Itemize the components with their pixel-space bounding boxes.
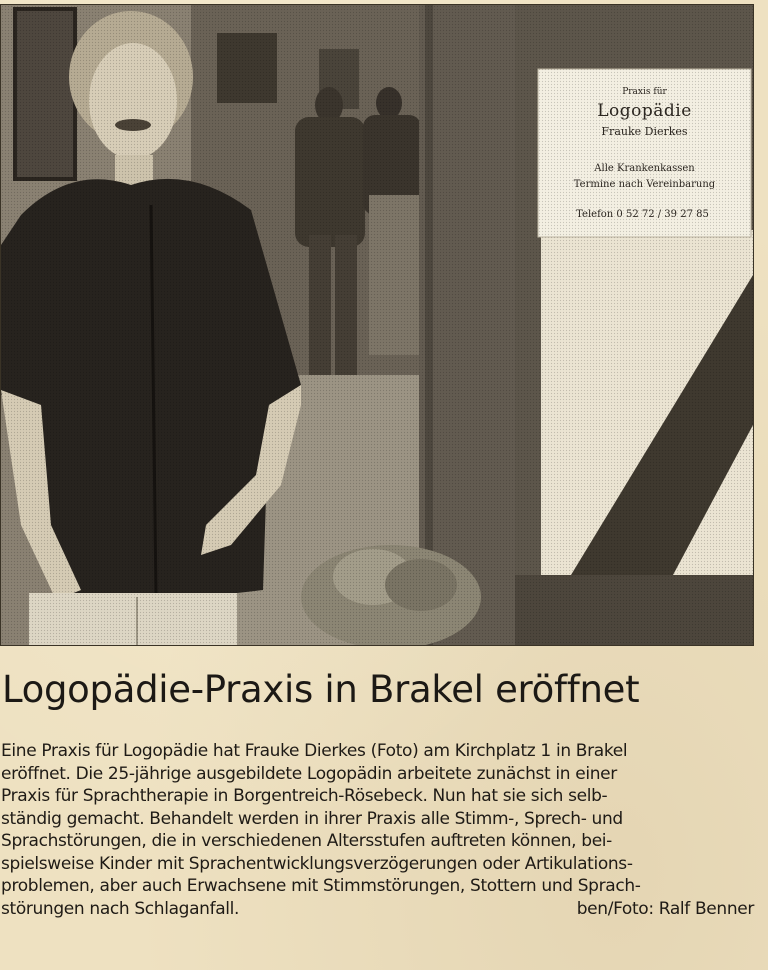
body-line: problemen, aber auch Erwachsene mit Stimmstörungen, Stottern und Sprach-	[1, 876, 641, 896]
body-last-line	[1, 898, 754, 921]
body-line-final: störungen nach Schlaganfall.	[1, 898, 240, 919]
sign-line-krankenkassen: Alle Krankenkassen	[594, 163, 695, 174]
article-body	[1, 740, 754, 920]
sign-line-logopaedie: Logopädie	[597, 101, 692, 121]
sign-line-telefon: Telefon 0 52 72 / 39 27 85	[576, 209, 709, 220]
sign-line-praxis-fuer: Praxis für	[622, 87, 667, 97]
photo-credit: ben/Foto: Ralf Benner	[576, 898, 754, 919]
body-line: Sprachstörungen, die in verschiedenen Altersstufen auftreten können, bei-	[1, 831, 612, 851]
body-line: spielsweise Kinder mit Sprachentwicklungsverzögerungen oder Artikulations-	[1, 853, 633, 874]
body-line: eröffnet. Die 25-jährige ausgebildete Logopädin arbeitete zunächst in einer	[1, 763, 617, 784]
body-line: Eine Praxis für Logopädie hat Frauke Dierkes (Foto) am Kirchplatz 1 in Brakel	[1, 741, 628, 761]
article-headline: Logopädie-Praxis in Brakel eröffnet	[2, 668, 640, 711]
sign-line-termine: Termine nach Vereinbarung	[573, 179, 716, 190]
body-line: Praxis für Sprachtherapie in Borgentreich-Rösebeck. Nun hat sie sich selb-	[1, 786, 608, 806]
article-photo	[0, 4, 754, 646]
sign-line-name: Frauke Dierkes	[601, 125, 688, 138]
body-line: ständig gemacht. Behandelt werden in ihrer Praxis alle Stimm-, Sprech- und	[1, 808, 623, 829]
practice-sign	[538, 69, 751, 237]
